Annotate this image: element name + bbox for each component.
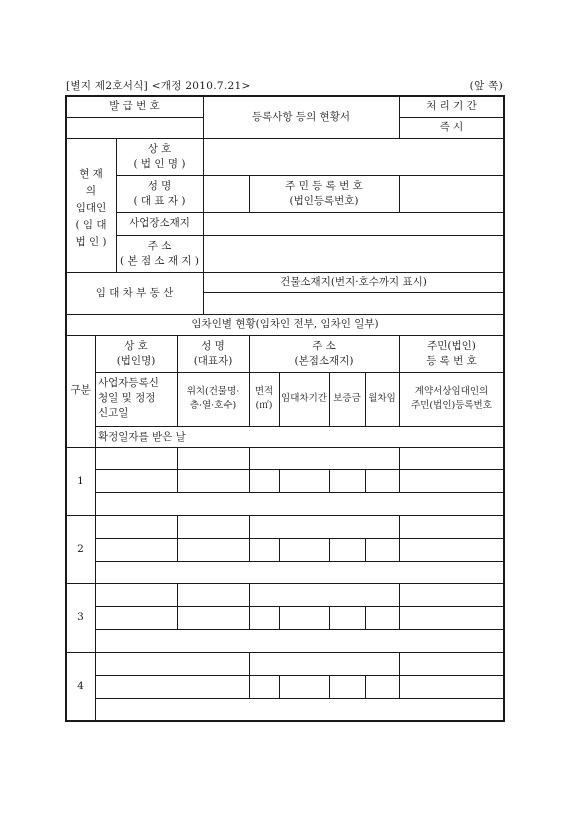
- issue-number-label: 발 급 번 호: [109, 100, 160, 112]
- unit-position-label: 위치(건물명· 층·열·호수): [186, 386, 240, 411]
- row-number-3: 3: [77, 611, 84, 623]
- deposit-label: 보증금: [333, 393, 361, 404]
- fixed-date-label: 확정일자를 받은 날: [98, 431, 186, 443]
- form-number: [별지 제2호서식] <개정 2010.7.21>: [66, 80, 251, 92]
- lessor-trade-name-label: 상 호 ( 법 인 명 ): [133, 143, 186, 170]
- business-registration-date-label: 사업자등록신 청일 및 정정 신고일: [98, 377, 159, 419]
- processing-period-value: 즉 시: [439, 121, 464, 133]
- lease-period-label: 임대차기간: [281, 393, 327, 404]
- row-number-4: 4: [77, 680, 84, 692]
- building-location-label: 건물소재지(번지·호수까지 표시): [280, 276, 427, 288]
- form-title: 등록사항 등의 현황서: [252, 111, 350, 123]
- lessor-resident-no-label: 주 민 등 록 번 호 (법인등록번호): [285, 180, 363, 207]
- processing-period-label: 처 리 기 간: [426, 100, 477, 112]
- lessor-name-label: 성 명 ( 대 표 자 ): [133, 180, 186, 207]
- contract-lessee-id-label: 계약서상임대인의 주민(법인)등록번호: [411, 386, 492, 411]
- tenant-name-label: 성 명 (대표자): [193, 340, 233, 367]
- row-number-1: 1: [77, 475, 84, 487]
- category-label: 구분: [70, 384, 91, 396]
- area-label: 면적 (㎡): [254, 386, 274, 411]
- lease-property-label: 임 대 차 부 동 산: [95, 287, 174, 299]
- lessor-address-label: 주 소 ( 본 점 소 재 지 ): [120, 240, 199, 267]
- lessor-section-label: 현 재 의 임대인 ( 임 대 법 인 ): [75, 168, 107, 248]
- tenant-trade-name-label: 상 호 (법인명): [116, 340, 156, 367]
- tenant-resident-no-label: 주민(법인) 등 록 번 호: [426, 340, 477, 367]
- monthly-rent-label: 월차임: [368, 393, 396, 404]
- tenant-address-label: 주 소 (본점소재지): [294, 340, 354, 367]
- lessor-business-location-label: 사업장소재지: [129, 217, 190, 229]
- page-side-label: (앞 쪽): [469, 80, 503, 92]
- row-number-2: 2: [77, 543, 84, 555]
- tenant-section-title: 임차인별 현황(임차인 전부, 임차인 일부): [191, 318, 379, 330]
